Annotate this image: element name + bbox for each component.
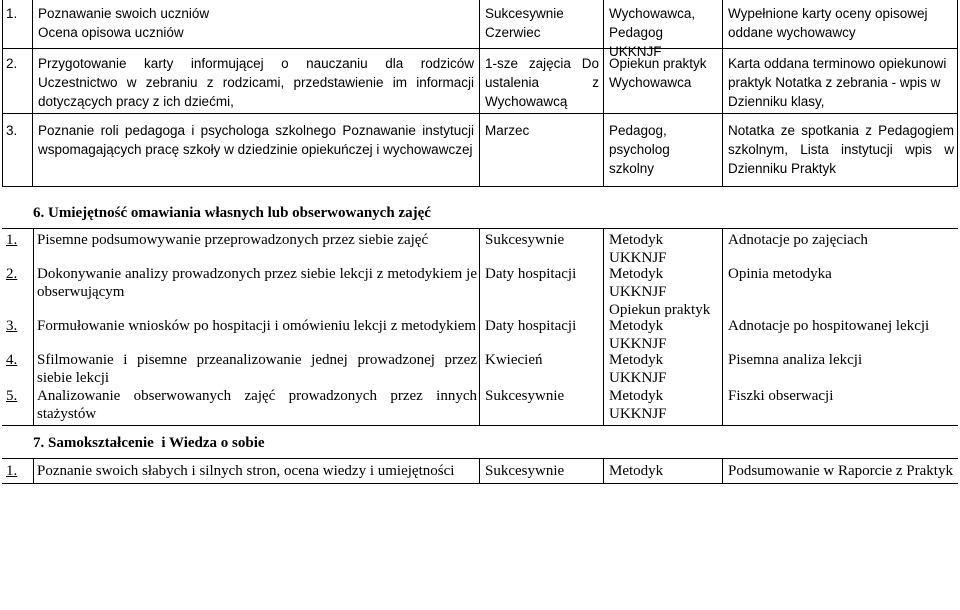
row-number: 3. xyxy=(6,318,18,334)
term-cell: Sukcesywnie xyxy=(485,463,565,479)
activity-cell: Dokonywanie analizy prowadzonych przez siebie lekcji z metodykiem je obserwującym xyxy=(37,266,477,300)
activity-cell: Sfilmowanie i pisemne przeanalizowanie jednej prowadzonej przez siebie lekcji xyxy=(37,352,477,386)
row-number: 3. xyxy=(6,123,18,138)
row-number: 4. xyxy=(6,352,18,368)
evidence-cell: Adnotacje po zajęciach xyxy=(728,232,868,248)
responsible-cell xyxy=(609,4,719,61)
table-border xyxy=(479,228,480,426)
table-border xyxy=(33,458,34,484)
responsible-cell xyxy=(609,317,721,353)
responsible-line: psycholog xyxy=(609,142,670,157)
table-border xyxy=(2,425,958,426)
section-heading: 7. Samokształcenie i Wiedza o sobie xyxy=(33,435,265,451)
responsible-line: UKKNJF xyxy=(609,406,667,422)
activity-line: Poznawanie swoich uczniów xyxy=(38,6,210,21)
responsible-line: Pedagog, xyxy=(609,123,667,138)
row-number: 2. xyxy=(6,56,18,71)
evidence-cell: Notatka ze spotkania z Pedagogiem szkolnym, Lista instytucji wpis w Dzienniku Praktyk xyxy=(728,123,954,176)
table-border xyxy=(479,0,480,187)
evidence-line: Wypełnione karty oceny opisowej xyxy=(728,6,928,21)
evidence-line: oddane wychowawcy xyxy=(728,25,856,40)
table-border xyxy=(2,0,3,187)
table-border xyxy=(2,458,958,459)
table-border xyxy=(957,0,958,187)
table-border xyxy=(722,0,723,187)
row-number: 1. xyxy=(6,6,18,21)
responsible-line: UKKNJF xyxy=(609,370,667,386)
responsible-line: Wychowawca xyxy=(609,75,692,90)
responsible-line: UKKNJF xyxy=(609,336,667,352)
evidence-cell: Pisemna analiza lekcji xyxy=(728,352,863,368)
responsible-line: Metodyk xyxy=(609,388,664,404)
responsible-line: UKKNJF xyxy=(609,44,662,59)
table-border xyxy=(603,0,604,187)
row-number: 5. xyxy=(6,388,18,404)
activity-cell: Pisemne podsumowywanie przeprowadzonych przez siebie zajęć xyxy=(37,232,429,248)
activity-cell: Przygotowanie karty informującej o nauczaniu dla rodziców Uczestnictwo w zebraniu z rodzicami, przedstawienie im informacji dotyczących pracy z ich dziećmi, xyxy=(38,56,474,109)
responsible-cell xyxy=(609,231,721,267)
evidence-cell: Podsumowanie w Raporcie z Praktyk xyxy=(728,463,953,479)
table-border xyxy=(2,228,958,229)
term-cell: Kwiecień xyxy=(485,352,543,368)
responsible-line: UKKNJF xyxy=(609,284,667,300)
table-border xyxy=(722,228,723,426)
evidence-cell: Karta oddana terminowo opiekunowi praktyk Notatka z zebrania - wpis w Dzienniku klasy, xyxy=(728,56,947,109)
row-number: 1. xyxy=(6,232,18,248)
activity-cell: Formułowanie wniosków po hospitacji i omówieniu lekcji z metodykiem xyxy=(37,318,477,334)
term-cell: 1-sze zajęcia Do ustalenia z Wychowawcą xyxy=(485,56,599,109)
responsible-cell xyxy=(609,387,721,423)
table-border xyxy=(603,458,604,484)
table-border xyxy=(722,458,723,484)
term-cell: Daty hospitacji xyxy=(485,266,577,282)
term-cell: Sukcesywnie xyxy=(485,232,565,248)
table-border xyxy=(603,228,604,426)
row-number: 1. xyxy=(6,463,18,479)
responsible-line: Metodyk xyxy=(609,232,664,248)
table-border xyxy=(2,48,958,49)
table-border xyxy=(2,483,958,484)
responsible-cell xyxy=(609,121,719,178)
table-border xyxy=(2,113,958,114)
table-border xyxy=(2,186,958,187)
evidence-cell xyxy=(728,4,954,42)
responsible-line: szkolny xyxy=(609,161,655,176)
section-heading: 6. Umiejętność omawiania własnych lub obserwowanych zajęć xyxy=(33,205,431,221)
evidence-cell: Fiszki obserwacji xyxy=(728,388,834,404)
table-border xyxy=(479,458,480,484)
activity-cell xyxy=(38,4,474,42)
responsible-cell xyxy=(609,351,721,387)
activity-cell: Analizowanie obserwowanych zajęć prowadzonych przez innych stażystów xyxy=(37,388,477,422)
responsible-cell xyxy=(609,54,719,92)
responsible-cell xyxy=(609,265,721,319)
term-line: Sukcesywnie xyxy=(485,6,564,21)
evidence-cell: Opinia metodyka xyxy=(728,266,832,282)
table-border xyxy=(32,0,33,187)
evidence-cell: Adnotacje po hospitowanej lekcji xyxy=(728,318,930,334)
term-cell: Daty hospitacji xyxy=(485,318,577,334)
responsible-line: UKKNJF xyxy=(609,250,667,266)
term-cell xyxy=(485,4,600,42)
responsible-line: Wychowawca, xyxy=(609,6,696,21)
term-cell: Sukcesywnie xyxy=(485,388,565,404)
responsible-line: Metodyk xyxy=(609,318,664,334)
term-line: Czerwiec xyxy=(485,25,541,40)
responsible-line: Metodyk xyxy=(609,266,664,282)
activity-cell: Poznanie roli pedagoga i psychologa szkolnego Poznawanie instytucji wspomagających pracę szkoły w dziedzinie opiekuńczej i wychowawczej xyxy=(38,123,474,157)
table-border xyxy=(33,228,34,426)
responsible-line: Opiekun praktyk xyxy=(609,302,711,318)
responsible-line: Opiekun praktyk xyxy=(609,56,707,71)
responsible-cell: Metodyk xyxy=(609,463,664,479)
row-number: 2. xyxy=(6,266,18,282)
activity-cell: Poznanie swoich słabych i silnych stron, ocena wiedzy i umiejętności xyxy=(37,463,455,479)
term-cell: Marzec xyxy=(485,123,530,138)
activity-line: Ocena opisowa uczniów xyxy=(38,25,184,40)
responsible-line: Pedagog xyxy=(609,25,664,40)
responsible-line: Metodyk xyxy=(609,352,664,368)
